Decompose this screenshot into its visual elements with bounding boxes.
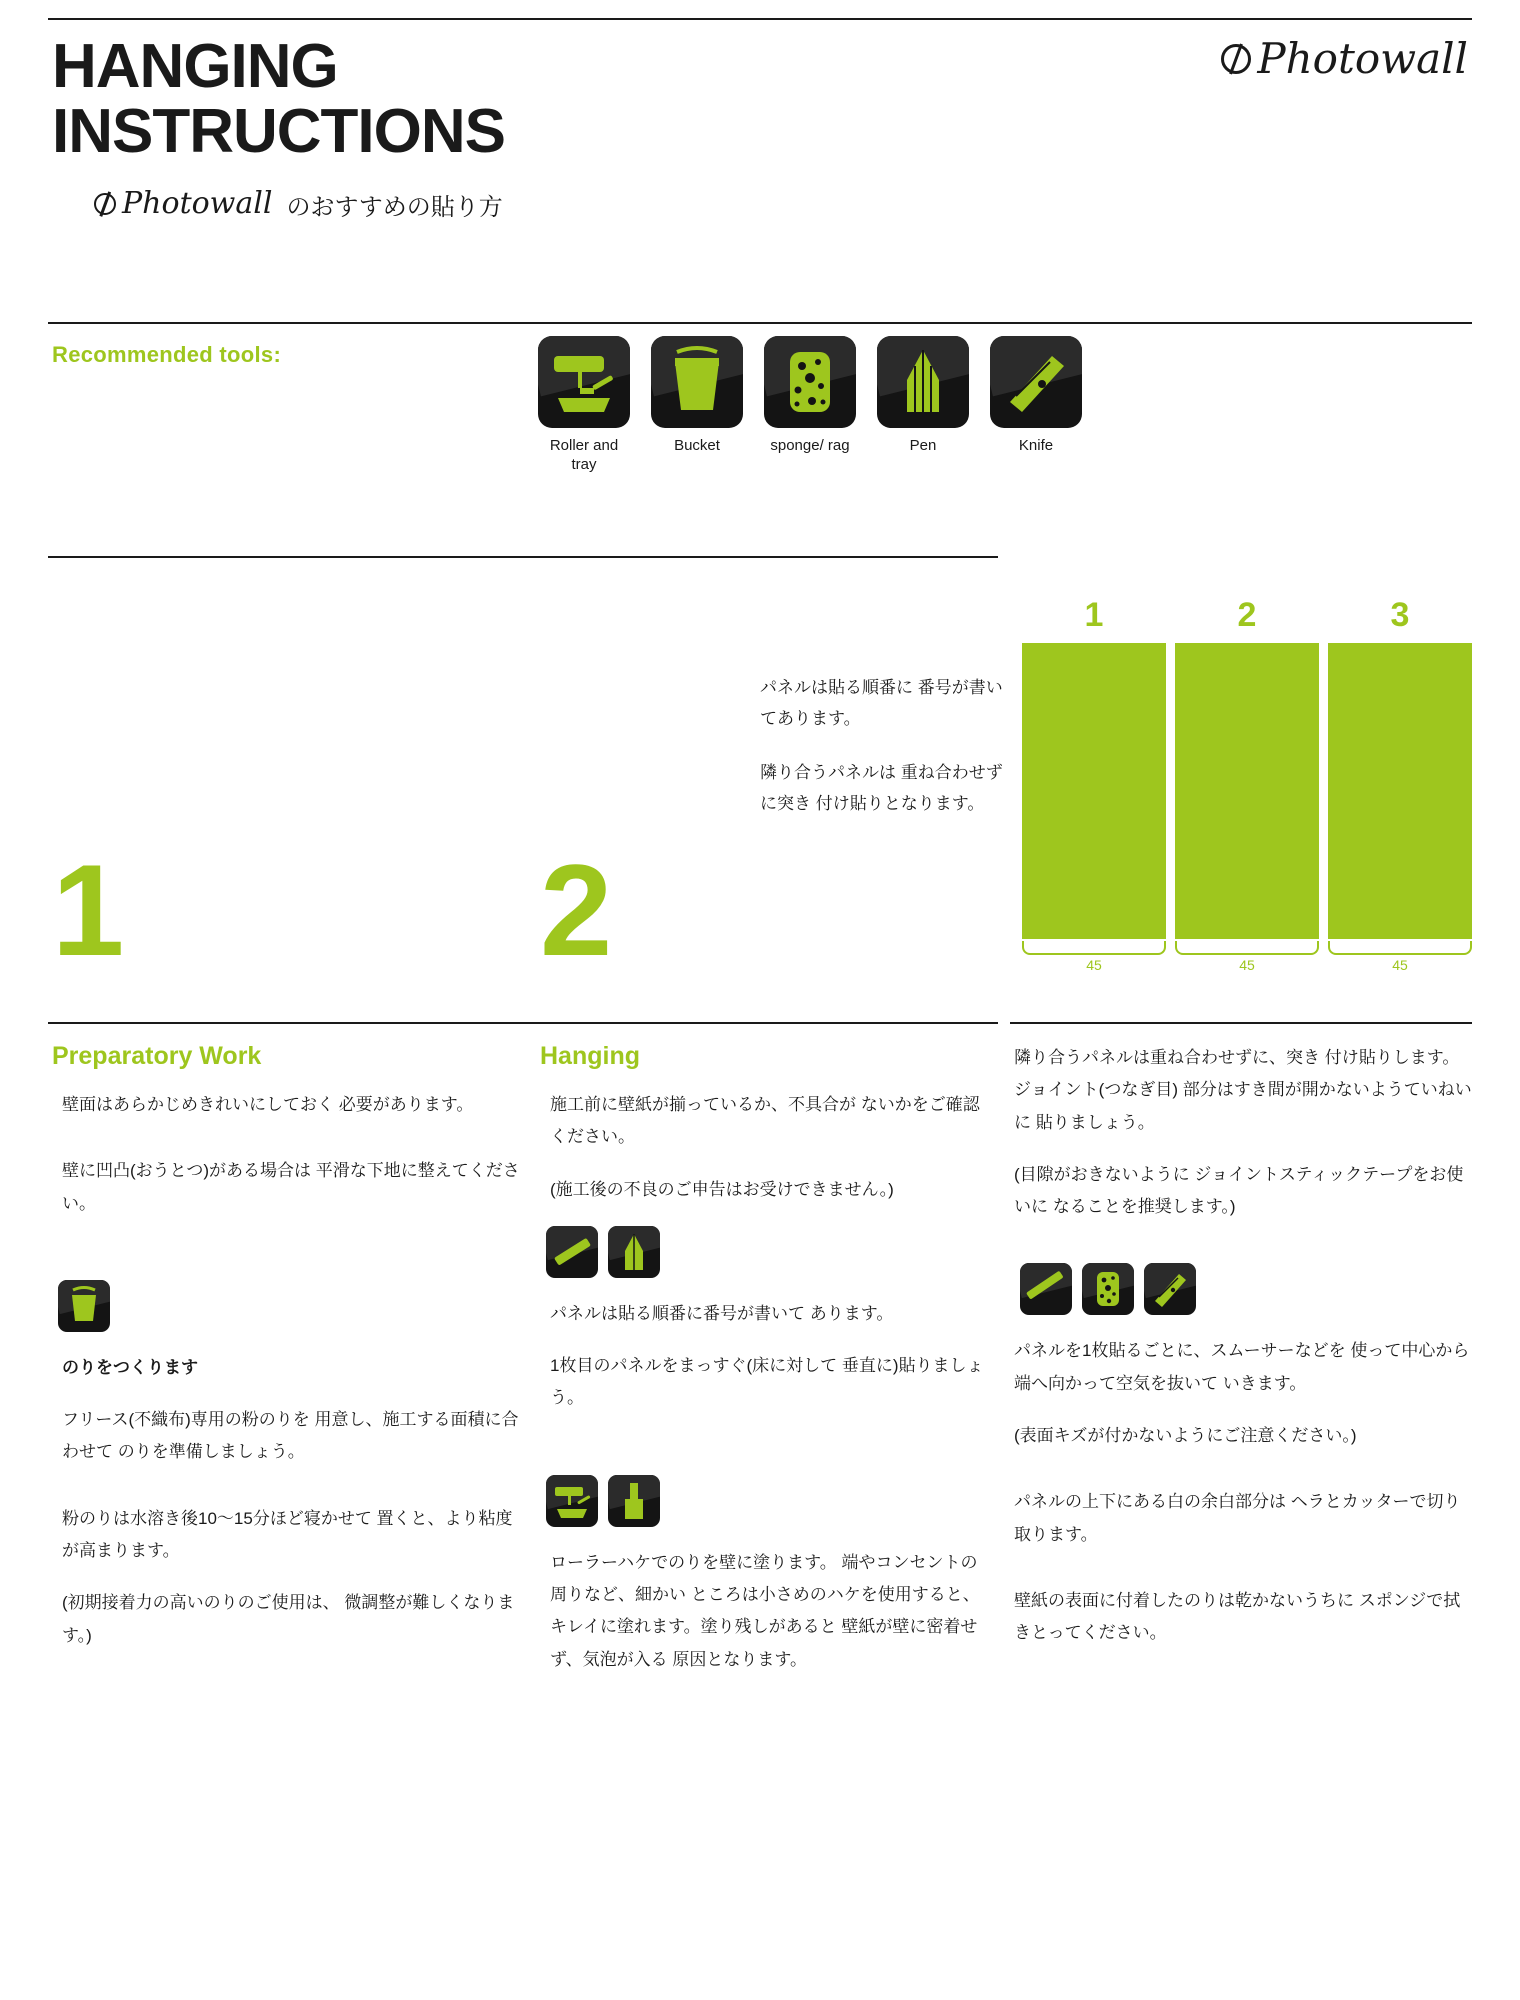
- tool-knife: [990, 336, 1082, 475]
- knife-icon: [1144, 1263, 1196, 1315]
- tool-caption: Knife: [1018, 437, 1054, 454]
- paint-roller-glyph: [546, 1475, 598, 1527]
- panel-width-group: [1175, 941, 1319, 973]
- panels-note-2: 隣り合うパネルは 重ね合わせずに突き 付け貼りとなります。: [760, 762, 1003, 814]
- prep-icon-row: [58, 1280, 522, 1332]
- pencil-glyph: [608, 1226, 660, 1278]
- bucket-icon: [58, 1280, 110, 1332]
- sponge-glyph: [764, 336, 856, 428]
- column-heading: Preparatory Work: [52, 1042, 262, 1070]
- level-glyph: [546, 1226, 598, 1278]
- sponge-glyph: [1082, 1263, 1134, 1315]
- panel-number: 3: [1390, 596, 1410, 634]
- prep-text-1: 壁面はあらかじめきれいにしておく 必要があります。: [62, 1095, 474, 1114]
- panel-width-group: [1022, 941, 1166, 973]
- prep-text-3: フリース(不織布)専用の粉のりを 用意し、施工する面積に合わせて のりを準備しましょう。: [62, 1410, 519, 1462]
- joining-text-4: (表面キズが付かないようにご注意ください。): [1014, 1426, 1357, 1446]
- joining-icon-row: [1020, 1263, 1474, 1315]
- tools-list: [538, 336, 1082, 475]
- panel-number: 2: [1237, 596, 1257, 634]
- knife-glyph: [1144, 1263, 1196, 1315]
- joining-text-5: パネルの上下にある白の余白部分は ヘラとカッターで切り取ります。: [1014, 1492, 1461, 1544]
- panel-width-label: 45: [1392, 957, 1408, 973]
- tool-sponge: [764, 336, 856, 475]
- header-divider: [48, 18, 1472, 20]
- hanging-text-2: (施工後の不良のご申告はお受けできません。): [550, 1179, 894, 1199]
- tools-divider-left: [48, 322, 538, 324]
- hanging-icon-row-1: [546, 1226, 985, 1278]
- title-line-1: HANGING: [52, 32, 338, 101]
- panel-width-label: 45: [1239, 957, 1255, 973]
- photowall-logo-small: [94, 186, 272, 221]
- subtitle-text: のおすすめの貼り方: [286, 193, 503, 221]
- tool-roller-and-tray: [538, 336, 630, 475]
- section-divider-mid: [538, 556, 998, 558]
- prep-text-5: (初期接着力の高いのりのご使用は、 微調整が難しくなります。): [62, 1593, 515, 1645]
- tool-bucket: [651, 336, 743, 475]
- joining-text-2: (目隙がおきないように ジョイントスティックテープをお使いに なることを推奨します。): [1014, 1164, 1464, 1217]
- photowall-logo: [1221, 34, 1468, 83]
- pencil-icon: [608, 1226, 660, 1278]
- photowall-mark-icon: [1221, 44, 1251, 74]
- smoother-glyph: [1020, 1263, 1072, 1315]
- column-heading: Hanging: [540, 1042, 640, 1070]
- panel-width-row: [1022, 941, 1472, 973]
- bucket-icon: [651, 336, 743, 428]
- column-preparatory-work: [52, 1042, 522, 1672]
- sponge-icon: [764, 336, 856, 428]
- prep-text-2: 壁に凹凸(おうとつ)がある場合は 平滑な下地に整えてください。: [62, 1161, 520, 1213]
- hanging-text-3: パネルは貼る順番に番号が書いて あります。: [550, 1303, 894, 1323]
- panel-width-group: [1328, 941, 1472, 973]
- subtitle-row: [52, 186, 505, 222]
- panels-diagram: [1022, 596, 1472, 973]
- knife-icon: [990, 336, 1082, 428]
- section-divider-left: [48, 556, 538, 558]
- recommended-tools-label: Recommended tools:: [52, 342, 282, 367]
- tools-divider-right: [538, 322, 1472, 324]
- column-hanging: [540, 1042, 985, 1696]
- sponge-icon: [1082, 1263, 1134, 1315]
- prep-subheading: のりをつくります: [62, 1357, 198, 1377]
- hanging-icon-row-2: [546, 1475, 985, 1527]
- joining-text-6: 壁紙の表面に付着したのりは乾かないうちに スポンジで拭きとってください。: [1014, 1590, 1461, 1643]
- hanging-text-5: ローラーハケでのりを壁に塗ります。 端やコンセントの周りなど、細かい ところは小さめのハケを使用すると、 キレイに塗れます。塗り残しがあると 壁紙が壁に密着せず、気泡が入る 原因となります。: [550, 1552, 980, 1669]
- joining-text-3: パネルを1枚貼るごとに、スムーサーなどを 使って中心から端へ向かって空気を抜いて いきます。: [1014, 1341, 1470, 1393]
- brush-glyph: [608, 1475, 660, 1527]
- brush-icon: [608, 1475, 660, 1527]
- panel-width-label: 45: [1086, 957, 1102, 973]
- brace-icon: [1328, 941, 1472, 955]
- panels-note: [760, 672, 1010, 842]
- column-joining: [1014, 1042, 1474, 1670]
- paint-roller-glyph: [538, 336, 630, 428]
- panel-number: 1: [1084, 596, 1104, 634]
- step-number-1: 1: [52, 837, 125, 983]
- tool-caption: Pen: [909, 437, 937, 454]
- panel-number-row: [1022, 596, 1472, 635]
- panel-strip: [1022, 643, 1472, 939]
- panel-swatch: [1175, 643, 1319, 939]
- photowall-mark-icon: [94, 193, 116, 215]
- knife-glyph: [990, 336, 1082, 428]
- title-line-2: INSTRUCTIONS: [52, 97, 505, 167]
- tool-caption: Roller and tray: [549, 437, 619, 473]
- panels-note-1: パネルは貼る順番に 番号が書いてあります。: [760, 678, 1003, 729]
- brace-icon: [1175, 941, 1319, 955]
- column-divider-right: [1010, 1022, 1472, 1024]
- joining-text-1: 隣り合うパネルは重ね合わせずに、突き 付け貼りします。ジョイント(つなぎ目) 部分はすき間が開かないようていねいに 貼りましょう。: [1014, 1048, 1472, 1132]
- page-title: [52, 34, 505, 222]
- level-icon: [546, 1226, 598, 1278]
- pencil-glyph: [877, 336, 969, 428]
- tool-pen: [877, 336, 969, 475]
- pencil-icon: [877, 336, 969, 428]
- hanging-text-1: 施工前に壁紙が揃っているか、不具合が ないかをご確認ください。: [550, 1095, 980, 1147]
- photowall-wordmark: Photowall: [1257, 34, 1468, 83]
- panel-swatch: [1328, 643, 1472, 939]
- photowall-wordmark-small: Photowall: [122, 186, 273, 222]
- paint-roller-icon: [546, 1475, 598, 1527]
- hanging-text-4: 1枚目のパネルをまっすぐ(床に対して 垂直に)貼りましょう。: [550, 1356, 984, 1408]
- paint-roller-icon: [538, 336, 630, 428]
- bucket-glyph: [651, 336, 743, 428]
- panel-swatch: [1022, 643, 1166, 939]
- tool-caption: sponge/ rag: [770, 437, 850, 454]
- brace-icon: [1022, 941, 1166, 955]
- column-divider-left: [48, 1022, 538, 1024]
- prep-text-4: 粉のりは水溶き後10〜15分ほど寝かせて 置くと、より粘度が高まります。: [62, 1508, 513, 1561]
- smoother-icon: [1020, 1263, 1072, 1315]
- tool-caption: Bucket: [674, 437, 720, 454]
- column-divider-mid: [538, 1022, 998, 1024]
- bucket-glyph: [58, 1280, 110, 1332]
- step-number-2: 2: [540, 837, 613, 983]
